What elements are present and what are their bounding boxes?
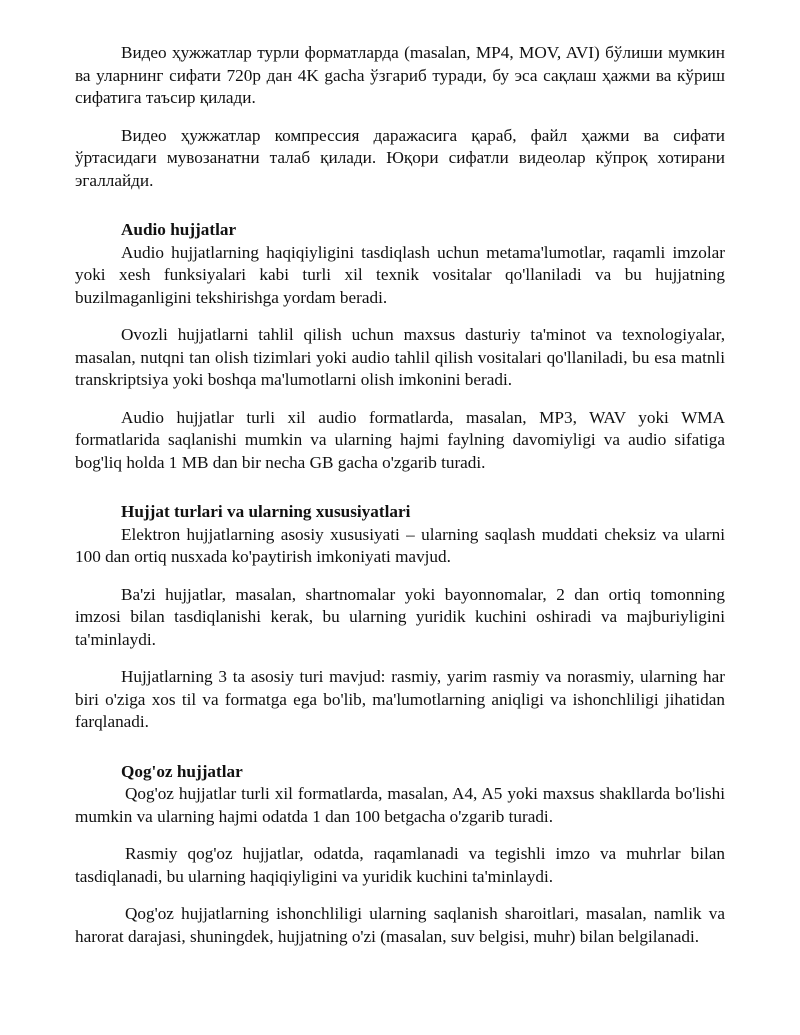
section-gap (75, 489, 725, 501)
section-gap (75, 207, 725, 219)
video-paragraph-1: Видео ҳужжатлар турли форматларда (masalan, MP4, MOV, AVI) бўлиши мумкин ва уларнинг сифати 720p дан 4K gacha ўзгариб туради, бу эса сақлаш ҳажми ва кўриш сифатига таъсир қилади. (75, 43, 725, 107)
types-paragraph-3: Hujjatlarning 3 ta asosiy turi mavjud: rasmiy, yarim rasmiy va norasmiy, ularning har biri o'ziga xos til va formatga ega bo'lib, ma'lumotlarning aniqligi va ishonchliligi jihatidan farqlanadi. (75, 667, 725, 731)
section-gap (75, 749, 725, 761)
video-paragraph-2: Видео ҳужжатлар компрессия даражасига қараб, файл ҳажми ва сифати ўртасидаги мувозанатни талаб қилади. Юқори сифатли видеолар кўпроқ хотирани эгаллайди. (75, 125, 725, 190)
audio-paragraph-2: Ovozli hujjatlarni tahlil qilish uchun maxsus dasturiy ta'minot va texnologiyalar, masalan, nutqni tan olish tizimlari yoki audio tahlil qilish vositalari qo'llaniladi, bu esa matnli transkriptsiya yoki boshqa ma'lumotlarni olish imkonini beradi. (75, 325, 725, 389)
types-paragraph-2: Ba'zi hujjatlar, masalan, shartnomalar yoki bayonnomalar, 2 dan ortiq tomonning imzosi bilan tasdiqlanishi kerak, bu ularning yuridik kuchini oshiradi va majburiyligini ta'minlaydi. (75, 584, 725, 649)
audio-heading: Audio hujjatlar (121, 220, 237, 239)
paper-heading: Qog'oz hujjatlar (121, 761, 243, 781)
audio-paragraph-1: Audio hujjatlarning haqiqiyligini tasdiqlash uchun metama'lumotlar, raqamli imzolar yoki xesh funksiyalari kabi turli xil texnik vositalar qo'llaniladi va bu hujjatning buzilmaganligini tekshirishga yordam beradi. (75, 242, 725, 307)
audio-paragraph-3: Audio hujjatlar turli xil audio formatlarda, masalan, MP3, WAV yoki WMA formatlarida saqlanishi mumkin va ularning hajmi faylning davomiyligi va audio sifatiga bog'liq holda 1 MB dan bir necha GB gacha o'zgarib turadi. (75, 407, 725, 472)
types-heading: Hujjat turlari va ularning xususiyatlari (121, 502, 411, 521)
types-paragraph-1: Elektron hujjatlarning asosiy xususiyati – ularning saqlash muddati cheksiz va ularni 100 dan ortiq nusxada ko'paytirish imkoniyati mavjud. (75, 524, 725, 566)
paper-paragraph-1: Qog'oz hujjatlar turli xil formatlarda, masalan, A4, A5 yoki maxsus shakllarda bo'lishi mumkin va ularning hajmi odatda 1 dan 100 betgacha o'zgarib turadi. (75, 784, 725, 826)
paper-paragraph-2: Rasmiy qog'oz hujjatlar, odatda, raqamlanadi va tegishli imzo va muhrlar bilan tasdiqlanadi, bu ularning haqiqiyligini va yuridik kuchini ta'minlaydi. (75, 844, 725, 886)
paper-paragraph-3: Qog'oz hujjatlarning ishonchliligi ularning saqlanish sharoitlari, masalan, namlik va harorat darajasi, shuningdek, hujjatning o'zi (masalan, suv belgisi, muhr) bilan belgilanadi. (75, 904, 725, 946)
document-page (75, 42, 725, 963)
